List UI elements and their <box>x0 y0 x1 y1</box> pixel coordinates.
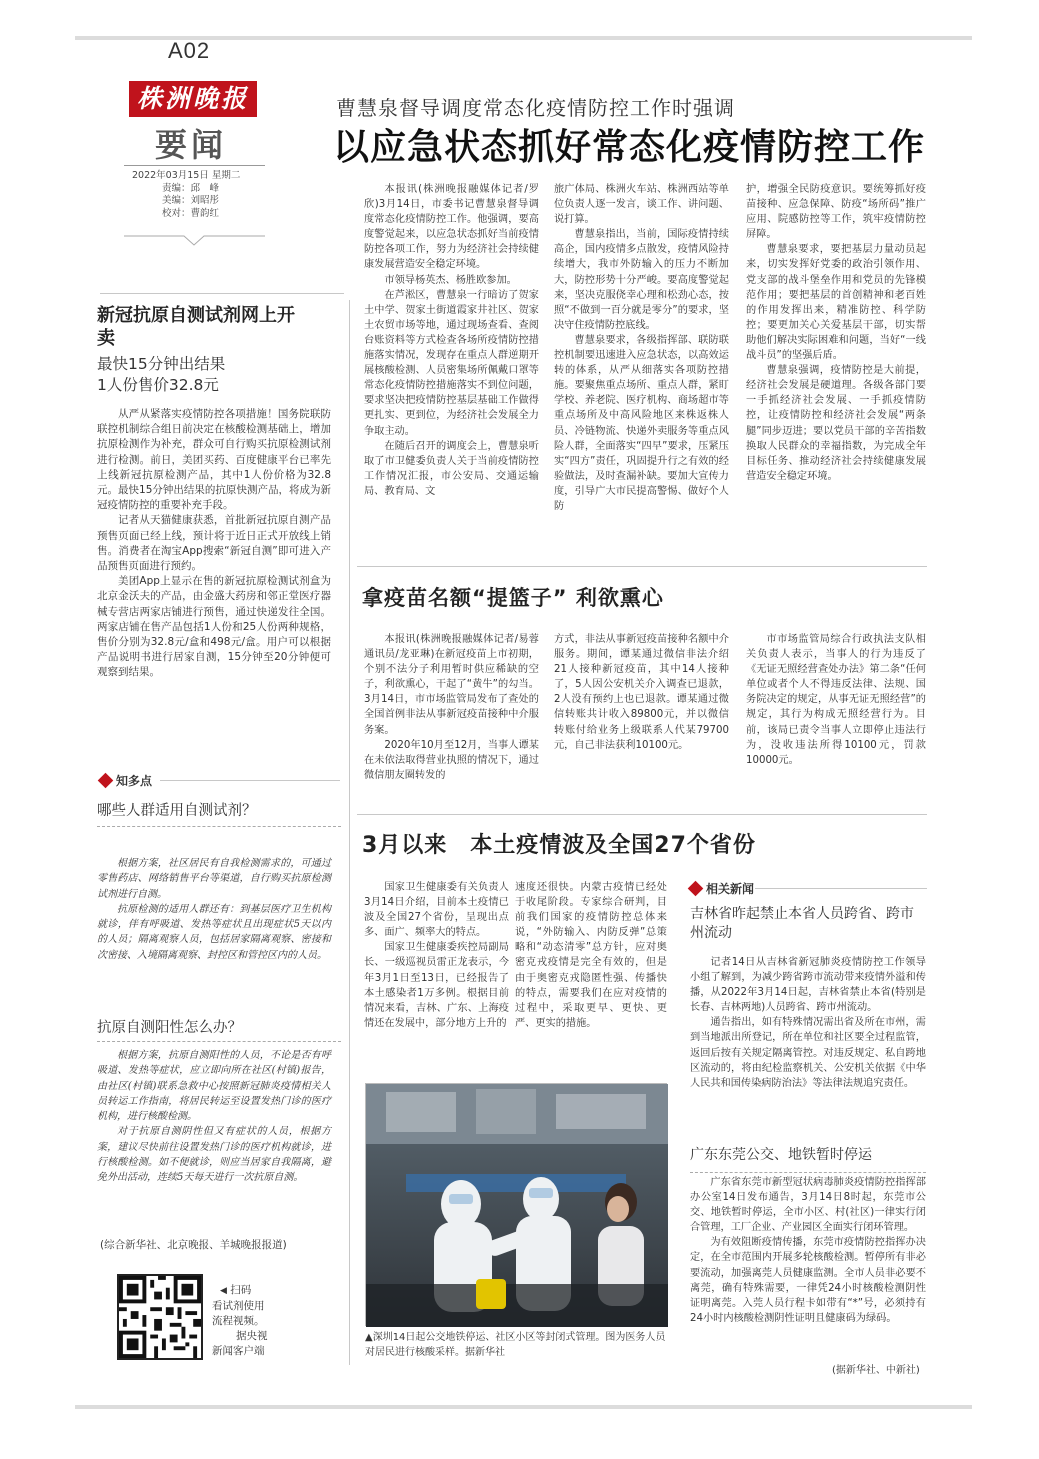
covid-column-2 <box>515 880 667 1080</box>
qr-line-1: 扫码 <box>230 1284 252 1296</box>
paragraph: 国家卫生健康委疾控局副局长、一级巡视员雷正龙表示，今年3月1日至13日，已经报告了本土感染者1万多例。根据目前情况来看，吉林、广东、上海疫情还在发展中，部分地方上升的 <box>364 942 509 1029</box>
paragraph: 美团App上显示在售的新冠抗原检测试剂盒为北京金沃夫的产品，由金盛大药房和邻正堂医疗器械专营店两家店铺进行预售，通过快递发往全国。两家店铺在售产品包括1人份和25人份两种规格，售价分别为32.8元/盒和498元/盒。用户可以根据产品说明书进行居家自测，15分钟至20分钟便可观察到结果。 <box>97 575 331 679</box>
paragraph: 记者从天猫健康获悉，首批新冠抗原自测产品预售页面已经上线，预计将于近日正式开放线上销售。消费者在淘宝App搜索“新冠自测”即可进入产品预售页面进行预约。 <box>97 514 331 573</box>
question-1-body <box>97 856 331 1010</box>
paragraph: 根据方案，抗原自测阳性的人员，不论是否有呼吸道、发热等症状，应立即向所在社区(村镇)报告，由社区(村镇)联系急救中心按照新冠肺炎疫情相关人员转运工作指南，将居民转运至设置发热门诊的医疗机构，进行核酸检测。 <box>97 1050 331 1123</box>
paragraph: 从严从紧落实疫情防控各项措施！国务院联防联控机制综合组日前决定在核酸检测基础上，增加抗原检测作为补充，群众可自行购买抗原检测试剂进行检测。前日，美团买药、百度健康平台已率先上线新冠抗原检测产品，其中1人份价格为32.8元。最快15分钟出结果的抗原快测产品，将成为新冠疫情防控的重要补充手段。 <box>97 408 331 512</box>
designer-credit: 美编：刘昭彤 <box>162 195 220 206</box>
test-kit-title: 新冠抗原自测试剂网上开卖 <box>97 305 295 349</box>
diamond-icon <box>98 773 114 789</box>
page-number: A02 <box>168 38 211 63</box>
sidebar-divider <box>349 300 350 1365</box>
qr-line-3: 流程视频。 <box>212 1315 265 1327</box>
paragraph: 曹慧泉强调，疫情防控是大前提，经济社会发展是硬道理。各级各部门要一手抓经济社会发展、一手抓疫情防控，让疫情防控和经济社会发展“两条腿”同步迈进；要以党员干部的辛苦指数换取人民群众的幸福指数，为完成全年目标任务、推动经济社会持续健康发展营造安全稳定环境。 <box>746 365 926 482</box>
qr-line-5: 新闻客户端 <box>212 1345 265 1357</box>
vaccine-column-2 <box>554 632 729 807</box>
qr-line-2: 看试剂使用 <box>212 1300 265 1312</box>
lead-kicker: 曹慧泉督导调度常态化疫情防控工作时强调 <box>336 96 735 120</box>
paragraph: 曹慧泉要求，各级指挥部、联防联控机制要迅速进入应急状态，以高效运转的体系，从严从细落实各项防控措施。要聚焦重点场所、重点人群，紧盯学校、养老院、医疗机构、商场超市等重点场所及中高风险地区来株返株人员、冷链物流、快递外卖服务等重点风险人群，全面落实“四早”要求，压紧压实“四方”责任，巩固提升行之有效的经验做法，及时查漏补缺。要加大宣传力度，引导广大市民提高警惕、做好个人防 <box>554 334 729 512</box>
knowledge-tag-label: 知多点 <box>116 774 153 788</box>
related-news-tag-label: 相关新闻 <box>706 882 755 896</box>
vaccine-headline: 拿疫苗名额“提篮子” 利欲熏心 <box>362 586 664 610</box>
qr-code[interactable] <box>117 1274 203 1360</box>
paragraph: 旅广体局、株洲火车站、株洲西站等单位负责人逐一发言，谈工作、讲问题、说打算。 <box>554 184 729 226</box>
related-news-1-body <box>690 955 926 1135</box>
paragraph: 方式，非法从事新冠疫苗接种名额中介服务。期间，谭某通过微信非法介绍21人接种新冠疫苗，其中14人接种了，5人因公安机关介入调查已退款，2人没有预约上也已退款。谭某通过微信转账共计收入89800元，并以微信转账付给业务上级联系人代某79700元，自己非法获利10100元。 <box>554 634 729 751</box>
lead-column-3 <box>746 182 926 557</box>
paragraph: 曹慧泉要求，要把基层力量动员起来，切实发挥好党委的政治引领作用、党支部的战斗堡垒作用和党员的先锋模范作用；要把基层的首创精神和老百姓的作用发挥出来，精准防控、科学防控；要更加关心关爱基层干部，切实帮助他们解决实际困难和问题，当好“一线战斗员”的坚强后盾。 <box>746 244 926 362</box>
qr-caption <box>212 1283 282 1359</box>
paragraph: 2020年10月至12月，当事人谭某在未依法取得营业执照的情况下，通过微信朋友圈转发的 <box>364 739 539 781</box>
lead-headline: 以应急状态抓好常态化疫情防控工作 <box>333 127 926 168</box>
paragraph: 市领导杨英杰、杨胜欧参加。 <box>384 274 517 286</box>
paragraph: 国家卫生健康委有关负责人3月14日介绍，目前本土疫情已波及全国27个省份，呈现出点多、面广、频率大的特点。 <box>364 882 509 939</box>
date-line: 2022年03月15日 星期二 <box>132 170 241 181</box>
lead-column-1 <box>364 182 539 557</box>
paragraph: 市市场监管局综合行政执法支队相关负责人表示，当事人的行为违反了《无证无照经营查处办法》第二条“任何单位或者个人不得违反法律、法规、国务院决定的规定，从事无证无照经营”的规定，其行为构成无照经营行为。目前，该局已责令当事人立即停止违法行为，没收违法所得10100元，罚款10000元。 <box>746 634 926 766</box>
test-kit-subtitle-1: 最快15分钟出结果 <box>97 355 226 373</box>
swab-sampling-photo <box>365 1083 667 1326</box>
paragraph: 在随后召开的调度会上，曹慧泉听取了市卫健委负责人关于当前疫情防控工作情况汇报，市公安局、交通运输局、教育局、文 <box>364 440 539 497</box>
related-news-source: (据新华社、中新社) <box>832 1365 920 1376</box>
paragraph: 本报讯(株洲晚报融媒体记者/易蓉 通讯员/龙亚琳)在新冠疫苗上市初期，个别不法分子利用暂时供应稀缺的空子，利欲熏心，干起了“黄牛”的勾当。3月14日，市市场监管局发布了查处的全国首例非法从事新冠疫苗接种中介服务案。 <box>364 634 550 736</box>
related-news-2-body <box>690 1175 926 1360</box>
diamond-icon <box>688 881 704 897</box>
paragraph: 对于抗原自测阴性但又有症状的人员，根据方案，建议尽快前往设置发热门诊的医疗机构就诊，进行核酸检测。如不便就诊，则应当居家自我隔离，避免外出活动，连续5天每天进行一次抗原自测。 <box>97 1126 331 1184</box>
vaccine-column-3 <box>746 632 926 807</box>
paragraph: 通告指出，如有特殊情况需出省及所在市州，需到当地派出所登记，所在单位和社区要全过程监管，返回后按有关规定隔离管控。对违反规定、私自跨地区流动的，将由纪检监察机关、公安机关依据《中华人民共和国传染病防治法》等法律法规追究责任。 <box>690 1017 926 1089</box>
vaccine-column-1 <box>364 632 550 807</box>
paragraph: 护，增强全民防疫意识。要统筹抓好疫苗接种、应急保障、防疫“场所码”推广应用、院感防控等工作，筑牢疫情防控屏障。 <box>746 184 926 241</box>
related-news-2-title: 广东东莞公交、地铁暂时停运 <box>690 1147 872 1163</box>
qr-code-icon <box>119 1276 201 1358</box>
sidebar-top-rule <box>100 293 344 294</box>
qr-line-4: 据央视 <box>236 1330 268 1342</box>
proofreader-credit: 校对：曹韵红 <box>162 207 220 219</box>
edition-meta <box>132 170 272 220</box>
paragraph: 本报讯(株洲晚报融媒体记者/罗欣)3月14日，市委书记曹慧泉督导调度常态化疫情防控工作。他强调，要高度警觉起来，以应急状态抓好当前疫情防控各项工作，努力为经济社会持续健康发展营造安全稳定环境。 <box>364 184 539 271</box>
photo-caption: ▲深圳14日起公交地铁停运、社区小区等封闭式管理。图为医务人员对居民进行核酸采样。据新华社 <box>365 1332 666 1358</box>
paragraph: 曹慧泉指出，当前，国际疫情持续高企，国内疫情多点散发，疫情风险持续增大，我市外防输入的压力不断加大，防控形势十分严峻。要高度警觉起来，坚决克服侥幸心理和松劲心态，按照“不做到一百分就是零分”的要求，坚决守住疫情防控底线。 <box>554 229 729 331</box>
paragraph: 在芦淞区，曹慧泉一行暗访了贺家土中学、贺家土街道霞家井社区、贺家土农贸市场等地，通过现场查看、查阅台账资料等方式检查各场所疫情防控措施落实情况，发现存在重点人群逆期开展核酸检测、人员密集场所佩戴口罩等常态化疫情防控措施落实不到位问题，要求坚决把疫情防控基层基础工作做得更扎实、更到位，为经济社会发展全力争取主动。 <box>364 289 539 437</box>
section-title: 要闻 <box>155 126 228 164</box>
covid-column-1 <box>364 880 509 1080</box>
related-news-tag <box>690 880 754 897</box>
paragraph: 速度还很快。内蒙古疫情已经处于收尾阶段。专家综合研判，目前我们国家的疫情防控总体来说，“外防输入、内防反弹”总策略和“动态清零”总方针，应对奥密克戎疫情是完全有效的，但是由于奥密克戎隐匿性强、传播快的特点，需要我们在应对疫情的过程中，采取更早、更快、更严、更实的措施。 <box>515 882 667 1029</box>
paragraph: 广东省东莞市新型冠状病毒肺炎疫情防控指挥部办公室14日发布通告，3月14日8时起，东莞市公交、地铁暂时停运，全市小区、村(社区)一律实行闭合管理，工厂企业、产业园区全面实行闭环管理。 <box>690 1177 926 1234</box>
knowledge-tag <box>100 772 152 789</box>
editor-credit: 责编：邱 峰 <box>162 182 220 194</box>
paragraph: 根据方案，社区居民有自我检测需求的，可通过零售药店、网络销售平台等渠道，自行购买抗原检测试剂进行自测。 <box>97 858 331 900</box>
paragraph: 为有效阻断疫情传播，东莞市疫情防控指挥办决定，在全市范围内开展多轮核酸检测。暂停所有非必要流动，加强离莞人员健康监测。全市人员非必要不离莞，确有特殊需要，一律凭24小时核酸检测阴性证明离莞。入莞人员行程卡如带有“*”号，必须持有24小时内核酸检测阴性证明且健康码为绿码。 <box>690 1237 926 1324</box>
masthead-divider <box>124 232 265 248</box>
related-news-1-title: 吉林省昨起禁止本省人员跨省、跨市州流动 <box>690 906 914 941</box>
test-kit-body <box>97 407 331 762</box>
test-kit-subtitle-2: 1人份售价32.8元 <box>97 376 219 394</box>
lead-column-2 <box>554 182 729 557</box>
question-2-body <box>97 1048 331 1253</box>
paragraph: 记者14日从吉林省新冠肺炎疫情防控工作领导小组了解到，为减少跨省跨市流动带来疫情外溢和传播，从2022年3月14日起，吉林省禁止本省(特别是长春、吉林两地)人员跨省、跨市州流动。 <box>690 957 926 1014</box>
newspaper-logo: 株洲晚报 <box>129 81 257 117</box>
paragraph: 抗原检测的适用人群还有：到基层医疗卫生机构就诊，伴有呼吸道、发热等症状且出现症状5天以内的人员；隔离观察人员，包括居家隔离观察、密接和次密接、入境隔离观察、封控区和管控区内的人员。 <box>97 903 331 961</box>
covid-headline: 3月以来 本土疫情波及全国27个省份 <box>362 833 756 858</box>
question-2-title: 抗原自测阳性怎么办？ <box>97 1020 242 1036</box>
arrow-left-icon: ◀ <box>220 1286 227 1296</box>
knowledge-source: (综合新华社、北京晚报、羊城晚报报道) <box>100 1239 287 1251</box>
question-1-title: 哪些人群适用自测试剂？ <box>97 803 257 819</box>
